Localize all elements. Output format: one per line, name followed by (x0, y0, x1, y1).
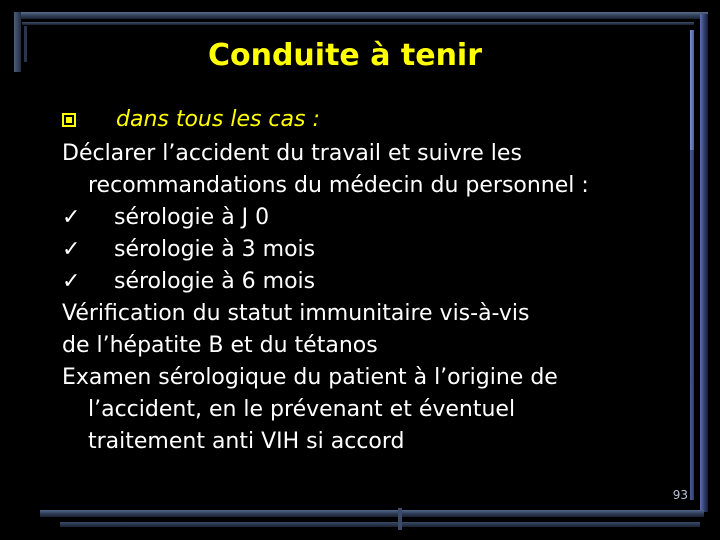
declare-line-2: recommandations du médecin du personnel : (88, 173, 589, 198)
check-item-label: sérologie à 6 mois (114, 269, 316, 294)
declare-line-1: Déclarer l’accident du travail et suivre les (62, 141, 522, 166)
checkmark-icon: ✓ (62, 269, 81, 294)
checkmark-icon: ✓ (62, 205, 81, 230)
page-number: 93 (672, 488, 688, 502)
checkmark-icon: ✓ (62, 237, 81, 262)
square-bullet-icon (62, 113, 76, 127)
frame-bottom-inner-bar (60, 522, 700, 527)
exam-line-2: l’accident, en le prévenant et éventuel (88, 397, 516, 422)
check-item (62, 266, 692, 298)
check-item (62, 234, 692, 266)
frame-right-thick-bar (700, 14, 708, 512)
section-heading-row (62, 104, 692, 138)
check-item-label: sérologie à 3 mois (114, 237, 316, 262)
frame-bottom-bar (40, 510, 704, 517)
frame-bottom-notch (398, 508, 402, 530)
exam-line-3: traitement anti VIH si accord (88, 429, 405, 454)
check-item (62, 202, 692, 234)
verification-line-2: de l’hépatite B et du tétanos (62, 333, 378, 358)
slide-body (62, 104, 692, 458)
check-item-label: sérologie à J 0 (114, 205, 270, 230)
exam-line-1: Examen sérologique du patient à l’origine de (62, 365, 558, 390)
verification-line-1: Vérification du statut immunitaire vis-à-vis (62, 301, 530, 326)
frame-top-inner-bar (22, 22, 694, 25)
frame-top-bar (14, 12, 708, 19)
slide-title: Conduite à tenir (207, 38, 483, 73)
section-heading: dans tous les cas : (116, 107, 320, 132)
